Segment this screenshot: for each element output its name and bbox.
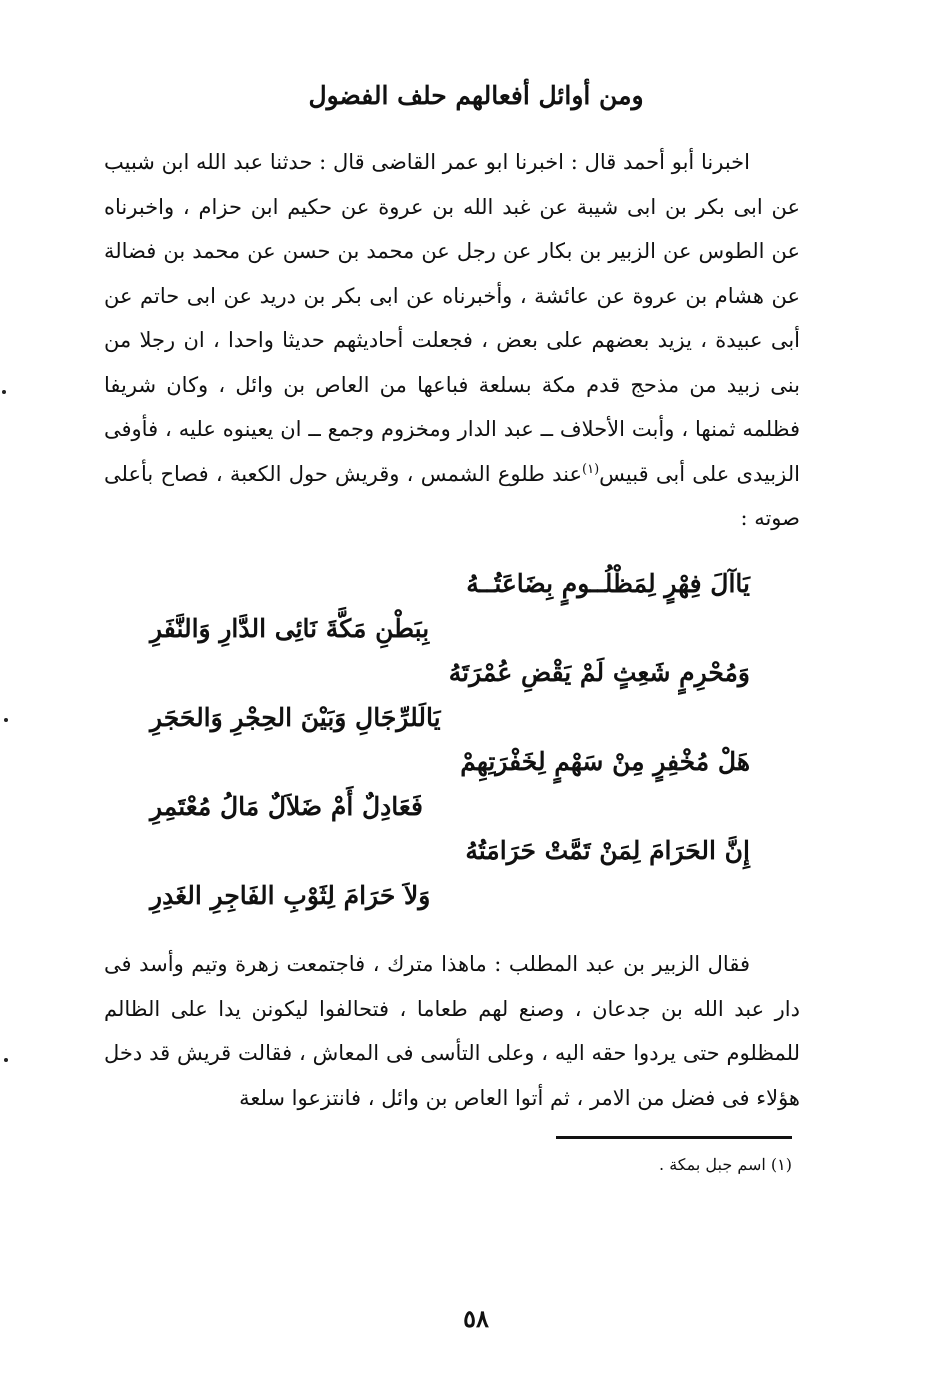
poem-verse: وَلاَ حَرَامَ لِثَوْبِ الفَاجِرِ الغَدِرِ [150,880,431,910]
poem-verse: بِبَطْنِ مَكَّةَ نَائِى الدَّارِ وَالنَّفَرِ [150,613,430,643]
scan-speck [4,718,8,722]
poem [150,562,750,918]
poem-verse: إِنَّ الحَرَامَ لِمَنْ تَمَّتْ حَرَامَتُهُ [465,836,750,865]
poem-verse: فَعَادِلٌ أَمْ ضَلاَلٌ مَالُ مُعْتَمِرِ [150,791,423,821]
opening-paragraph [104,140,800,541]
footnote-divider [556,1136,792,1139]
scan-speck [2,390,6,394]
footnote-marker: (١) [582,461,600,477]
poem-verse: هَلْ مُخْفِرٍ مِنْ سَهْمٍ لِخَفْرَتِهِمْ [460,747,750,776]
page-number: ٥٨ [463,1304,489,1333]
scan-speck [4,1058,8,1062]
closing-paragraph-text: فقال الزبير بن عبد المطلب : ماهذا مترك ، فاجتمعت زهرة وتيم وأسد فى دار عبد الله بن جدعان ، وصنع لهم طعاما ، فتحالفوا ليكونن يدا على الظالم للمظلوم حتى يردوا حقه اليه ، وعلى التأسى فى المعاش ، فقالت قريش قد دخل هؤلاء فى فضل من الامر ، ثم أتوا العاص بن وائل ، فانتزعوا سلعة [104,952,800,1110]
footnote: (١) اسم جبل بمكة . [659,1155,792,1174]
poem-verse: يَالَلرِّجَالِ وَبَيْنَ الحِجْرِ وَالحَجَرِ [150,702,441,732]
opening-paragraph-text: اخبرنا أبو أحمد قال : اخبرنا ابو عمر القاضى قال : حدثنا عبد الله ابن شبيب عن ابى بكر بن ابى شيبة عن غبد الله بن عروة عن حكيم ابن حزام ، واخبرناه عن الطوس عن الزبير بن بكار عن رجل عن محمد بن حسن عن محمد بن فضالة عن هشام بن عروة عن عائشة ، وأخبرناه عن ابى بكر بن دريد عن ابى حاتم عن أبى عبيدة ، يزيد بعضهم على بعض ، فجعلت أحاديثهم حديثا واحدا ، ان رجلا من بنى زبيد من مذحج قدم مكة بسلعة فباعها من العاص بن وائل ، وكان شريفا فظلمه ثمنها ، وأبت الأحلاف ــ عبد الدار ومخزوم وجمع ــ ان يعينوه عليه ، فأوفى الزبيدى على أبى قبيس [104,150,800,486]
poem-verse: وَمُحْرِمٍ شَعِثٍ لَمْ يَقْضِ عُمْرَتَهُ [448,658,750,687]
closing-paragraph [104,942,800,1120]
opening-paragraph-text-continued: عند طلوع الشمس ، وقريش حول الكعبة ، فصاح بأعلى صوته : [104,461,800,530]
section-title: ومن أوائل أفعالهم حلف الفضول [308,81,644,110]
poem-verse: يَاآلَ فِهْرٍ لِمَظْلُــومٍ بِضَاعَتُــهُ [466,569,750,598]
